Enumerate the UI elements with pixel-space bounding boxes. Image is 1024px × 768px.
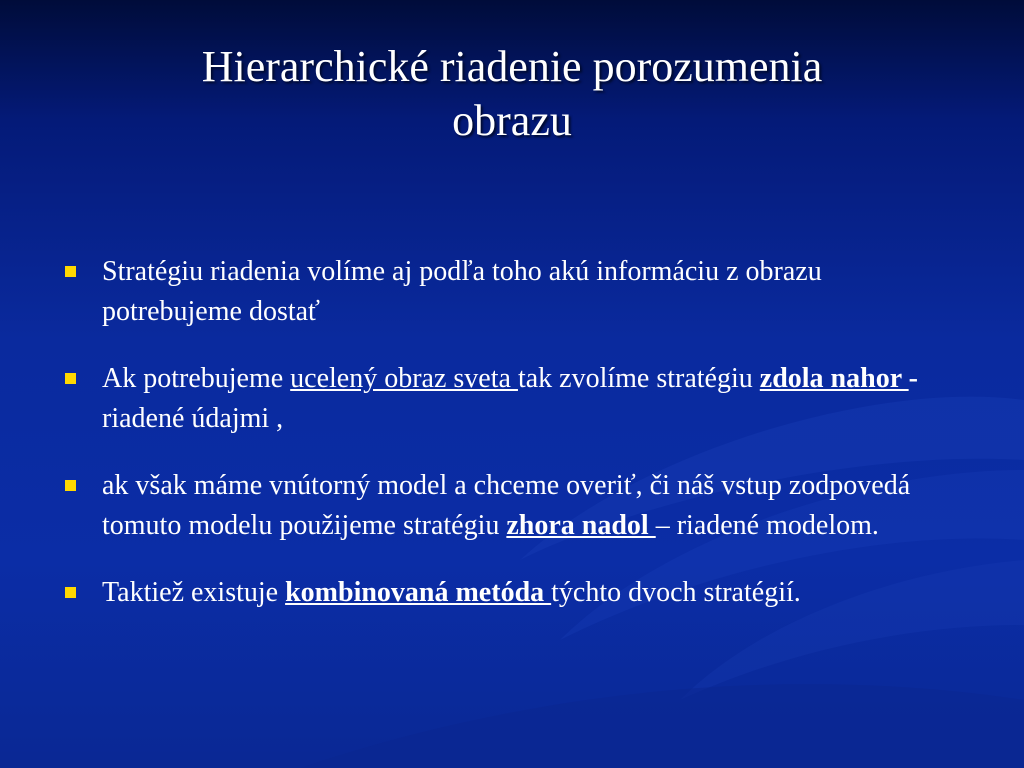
link-zhora-nadol[interactable]: zhora nadol: [506, 510, 656, 541]
square-bullet-icon: [65, 587, 76, 598]
bullet-text: Stratégiu riadenia volíme aj podľa toho akú informáciu z obrazu potrebujeme dostať: [102, 256, 822, 327]
square-bullet-icon: [65, 373, 76, 384]
bullet-text: riadené údajmi ,: [102, 403, 284, 434]
bullet-text: Taktiež existuje: [102, 577, 286, 608]
bullet-item-4: [62, 573, 962, 613]
bullet-text: Ak potrebujeme: [102, 363, 291, 394]
bullet-text: tak zvolíme stratégiu: [517, 363, 760, 394]
link-uceleny-obraz-sveta[interactable]: ucelený obraz sveta: [290, 363, 518, 394]
bullet-item-2: [62, 359, 962, 439]
slide-title-line-2: obrazu: [452, 96, 572, 145]
bullet-text: – riadené modelom.: [655, 510, 879, 541]
bullet-item-1: [62, 252, 962, 332]
slide-title-line-1: Hierarchické riadenie porozumenia: [201, 42, 823, 91]
bullet-text: ak však máme vnútorný model a chceme overiť, či náš vstup zodpovedá tomuto modelu použijeme stratégiu: [102, 470, 911, 541]
link-kombinovana-metoda[interactable]: kombinovaná metóda: [285, 577, 552, 608]
square-bullet-icon: [65, 266, 76, 277]
square-bullet-icon: [65, 480, 76, 491]
bullet-item-3: [62, 466, 962, 546]
bold-dash: -: [908, 363, 918, 394]
link-zdola-nahor[interactable]: zdola nahor: [759, 363, 909, 394]
bullet-text: týchto dvoch stratégií.: [551, 577, 801, 608]
slide-title: [0, 40, 1024, 148]
bullet-list: [62, 252, 962, 640]
